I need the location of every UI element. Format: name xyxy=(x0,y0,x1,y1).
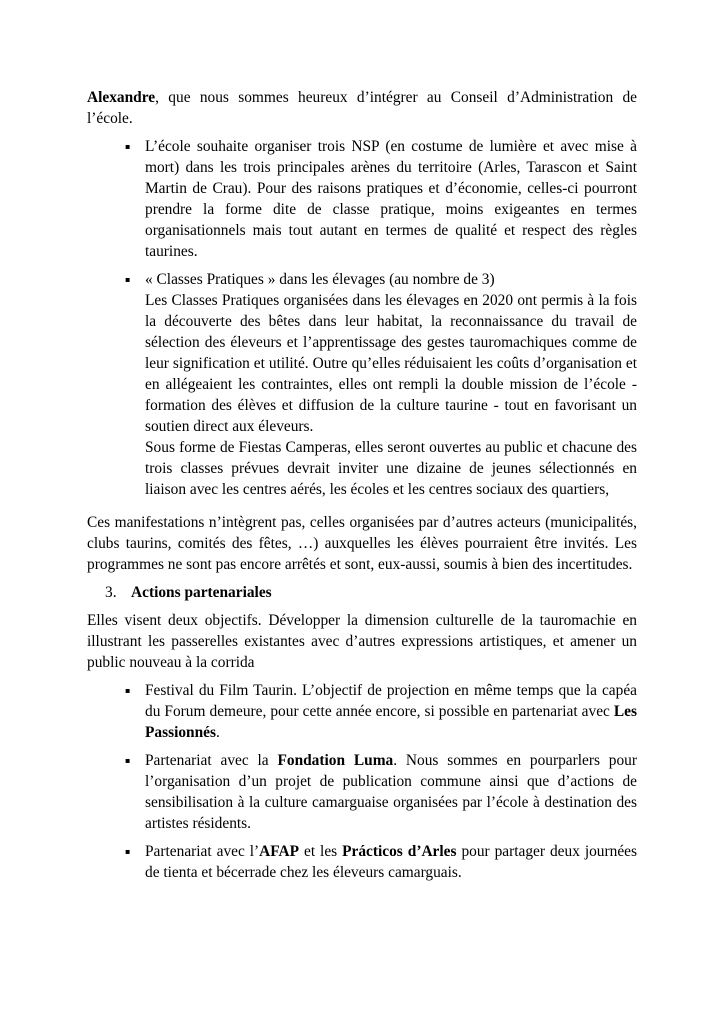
bullet-text-bold: Les Passionnés xyxy=(145,703,637,741)
bullet-text-post: pour partager deux journées de tienta et bécerrade chez les éleveurs camarguais. xyxy=(145,843,637,881)
bullet-text-mid: et les xyxy=(299,843,343,860)
intro-name: Alexandre xyxy=(87,89,156,106)
bullet-item xyxy=(125,841,637,883)
bullet-item xyxy=(125,269,637,500)
bullet-text-bold: Prácticos d’Arles xyxy=(342,843,457,860)
document-page xyxy=(87,87,637,883)
bullet-item xyxy=(125,750,637,834)
bullet-text-post: . Nous sommes en pourparlers pour l’organisation d’un projet de publication commune ainsi que d’actions de sensibilisation à la culture camarguaise organisées par l’école à destination des artistes résidents. xyxy=(145,752,637,832)
bullet-paragraph: Sous forme de Fiestas Camperas, elles seront ouvertes au public et chacune des trois classes prévues devrait inviter une dizaine de jeunes sélectionnés en liaison avec les centres aérés, les écoles et les centres sociaux des quartiers, xyxy=(145,439,637,498)
bullet-text-bold: AFAP xyxy=(259,843,300,860)
bullet-text-post: . xyxy=(216,724,220,741)
bullet-text: L’école souhaite organiser trois NSP (en costume de lumière et avec mise à mort) dans les trois principales arènes du territoire (Arles, Tarascon et Saint Martin de Crau). Pour des raisons pratiques et d’économie, celles-ci pourront prendre la forme dite de classe pratique, moins exigeantes en termes organisationnels mais tout autant en termes de qualité et respect des règles taurines. xyxy=(145,138,637,260)
bullet-icon: ▪ xyxy=(125,275,131,284)
bullet-item xyxy=(125,680,637,743)
objectives-paragraph: Elles visent deux objectifs. Développer la dimension culturelle de la tauromachie en illustrant les passerelles existantes avec d’autres expressions artistiques, et amener un public nouveau à la corrida xyxy=(87,612,637,671)
section-heading xyxy=(105,582,637,603)
bullet-icon: ▪ xyxy=(125,847,131,856)
intro-text: , que nous sommes heureux d’intégrer au Conseil d’Administration de l’école. xyxy=(87,89,637,127)
bullet-title: « Classes Pratiques » dans les élevages (au nombre de 3) xyxy=(145,271,495,288)
bullet-item xyxy=(125,136,637,262)
bullet-text xyxy=(145,680,637,743)
bullet-icon: ▪ xyxy=(125,142,131,151)
bullet-text-pre: Festival du Film Taurin. L’objectif de projection en même temps que la capéa du Forum demeure, pour cette année encore, si possible en partenariat avec xyxy=(145,682,637,720)
intro-paragraph xyxy=(87,87,637,129)
section-title: Actions partenariales xyxy=(131,584,272,601)
note-paragraph: Ces manifestations n’intègrent pas, celles organisées par d’autres acteurs (municipalités, clubs taurins, comités des fêtes, …) auxquelles les élèves pourraient être invités. Les programmes ne sont pas encore arrêtés et sont, eux-aussi, soumis à bien des incertitudes. xyxy=(87,514,637,573)
bullet-text xyxy=(145,841,637,883)
bullet-text-pre: Partenariat avec la xyxy=(145,752,278,769)
bullet-text-bold: Fondation Luma xyxy=(277,752,394,769)
bullet-paragraph: Les Classes Pratiques organisées dans les élevages en 2020 ont permis à la fois la découverte des bêtes dans leur habitat, la reconnaissance du travail de sélection des éleveurs et l’apprentissage des gestes tauromachiques comme de leur signification et utilité. Outre qu’elles réduisaient les coûts d’organisation et en allégeaient les contraintes, elles ont rempli la double mission de l’école - formation des élèves et diffusion de la culture taurine - tout en favorisant un soutien direct aux éleveurs. xyxy=(145,292,637,435)
bullet-icon: ▪ xyxy=(125,756,131,765)
section-number: 3. xyxy=(105,584,117,601)
bullet-icon: ▪ xyxy=(125,686,131,695)
bullet-text xyxy=(145,750,637,834)
bullet-text-pre: Partenariat avec l’ xyxy=(145,843,260,860)
